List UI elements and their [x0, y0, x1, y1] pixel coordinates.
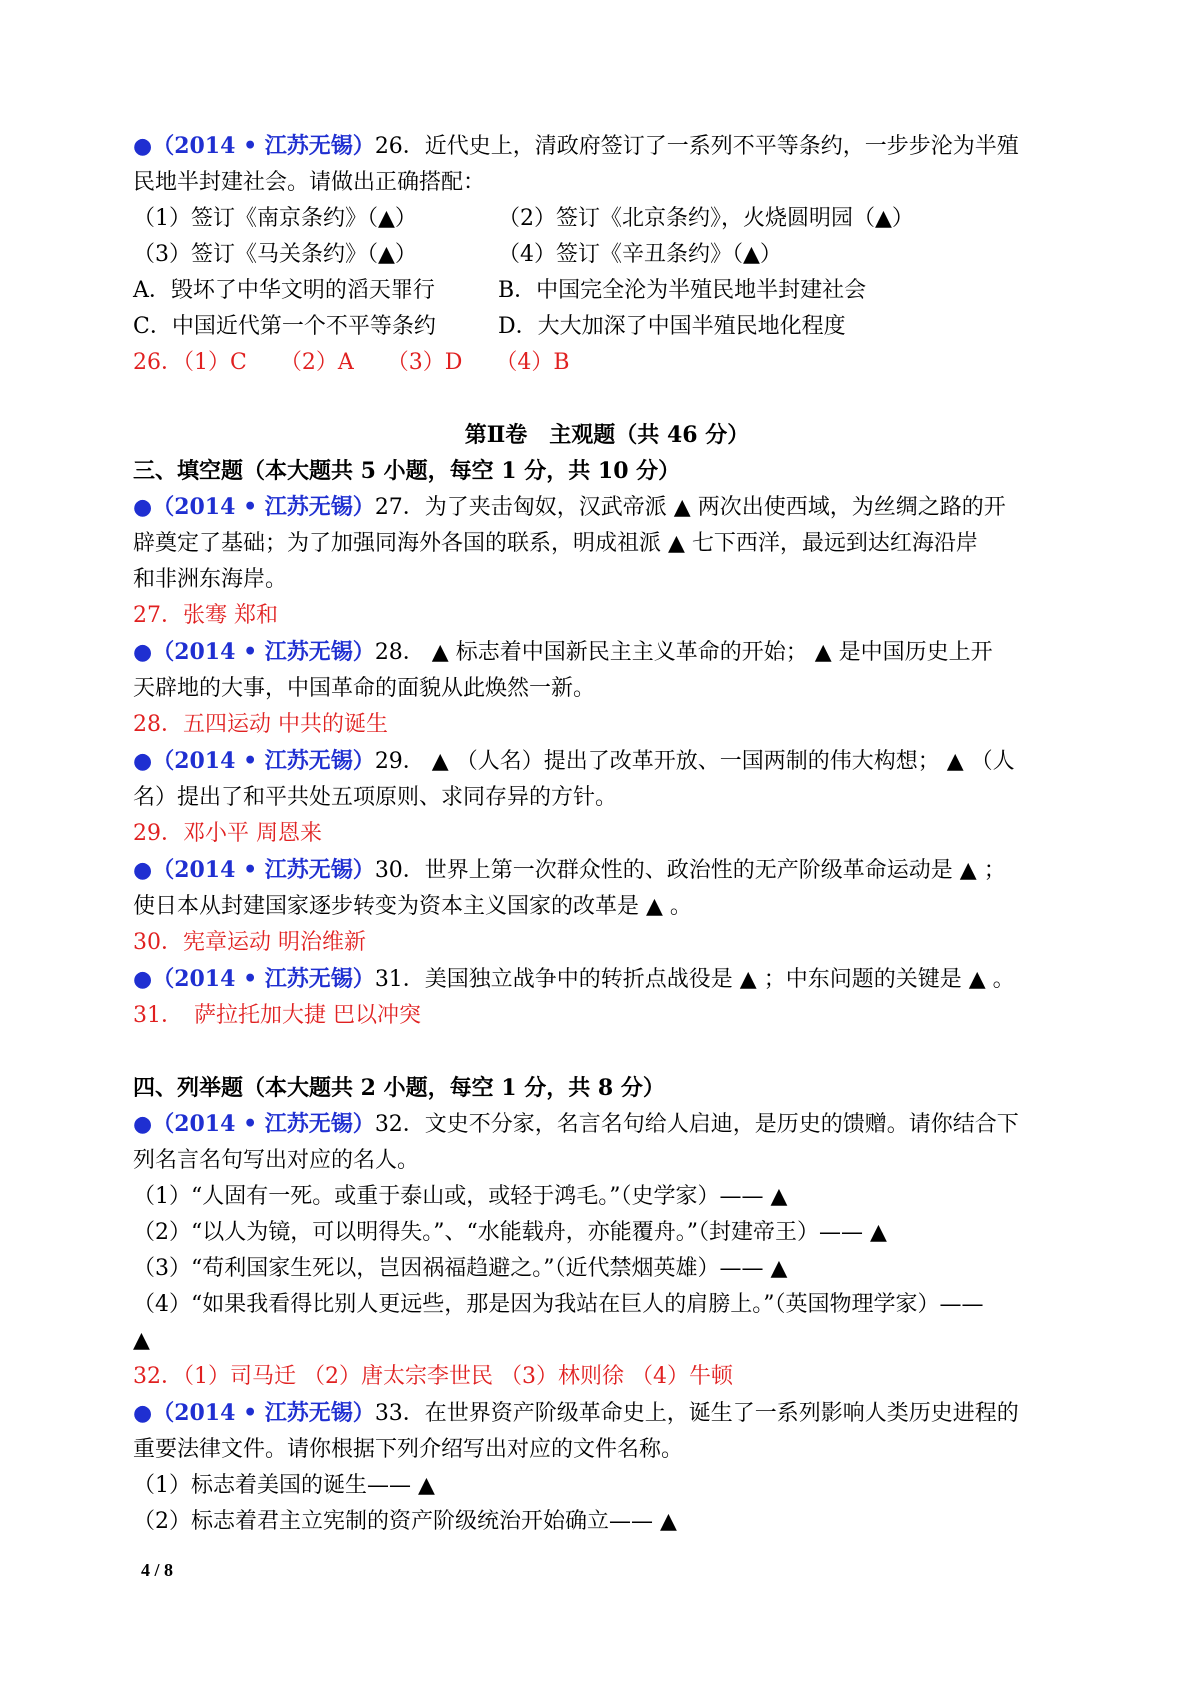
quote-item: （2）“以人为镜，可以明得失。”、“水能载舟，亦能覆舟。”（封建帝王）—— ▲: [133, 1220, 887, 1245]
question-32: [133, 1106, 1081, 1395]
match-items-row: [133, 201, 1081, 237]
question-source: ●（2014 • 江苏无锡）: [133, 494, 375, 520]
match-items-row: [133, 237, 1081, 273]
question-31: [133, 961, 1081, 1034]
spacer: [133, 1034, 1081, 1070]
quote-item: （1）“人固有一死。或重于泰山或，或轻于鸿毛。”（史学家）—— ▲: [133, 1184, 788, 1209]
document-item: （2）标志着君主立宪制的资产阶级统治开始确立—— ▲: [133, 1509, 677, 1534]
question-27: [133, 489, 1081, 634]
question-stem-line: 列名言名句写出对应的名人。: [133, 1148, 420, 1173]
question-stem: 28． ▲ 标志着中国新民主主义革命的开始； ▲ 是中国历史上开: [374, 640, 993, 665]
page-number: 4 / 8: [141, 1560, 174, 1580]
spacer: [133, 381, 1081, 417]
question-stem-line: 和非洲东海岸。: [133, 567, 288, 592]
question-stem: 32．文史不分家，名言名句给人启迪，是历史的馈赠。请你结合下: [374, 1112, 1019, 1137]
question-33: [133, 1395, 1081, 1540]
answer: 31． 萨拉托加大捷 巴以冲突: [133, 1003, 421, 1028]
answer: 26．（1）C （2）A （3）D （4）B: [133, 350, 570, 375]
question-stem-line: 民地半封建社会。请做出正确搭配：: [133, 170, 486, 195]
question-30: [133, 852, 1081, 961]
question-stem: 31．美国独立战争中的转折点战役是 ▲ ；中东问题的关键是 ▲ 。: [374, 967, 1015, 992]
question-stem: 26．近代史上，清政府签订了一系列不平等条约，一步步沦为半殖: [374, 134, 1019, 159]
question-stem-line: 重要法律文件。请你根据下列介绍写出对应的文件名称。: [133, 1437, 684, 1462]
question-stem: 29． ▲ （人名）提出了改革开放、一国两制的伟大构想； ▲ （人: [374, 749, 1015, 774]
quote-item: （4）“如果我看得比别人更远些，那是因为我站在巨人的肩膀上。”（英国物理学家）——: [133, 1292, 984, 1317]
section-title: 四、列举题（本大题共 2 小题，每空 1 分，共 8 分）: [133, 1075, 665, 1101]
question-29: [133, 743, 1081, 852]
question-source: ●（2014 • 江苏无锡）: [133, 639, 375, 665]
question-source: ●（2014 • 江苏无锡）: [133, 966, 375, 992]
answer: 30．宪章运动 明治维新: [133, 930, 366, 955]
question-source: ●（2014 • 江苏无锡）: [133, 1111, 375, 1137]
question-26: [133, 128, 1081, 381]
answer: 32．（1）司马迁 （2）唐太宗李世民 （3）林则徐 （4）牛顿: [133, 1364, 733, 1389]
question-stem-line: 使日本从封建国家逐步转变为资本主义国家的改革是 ▲ 。: [133, 894, 692, 919]
page-content: [133, 128, 1081, 1540]
question-source: ●（2014 • 江苏无锡）: [133, 133, 375, 159]
question-source: ●（2014 • 江苏无锡）: [133, 748, 375, 774]
question-stem: 30．世界上第一次群众性的、政治性的无产阶级革命运动是 ▲ ；: [374, 858, 1006, 883]
answer: 27．张骞 郑和: [133, 603, 278, 628]
question-stem-line: 名）提出了和平共处五项原则、求同存异的方针。: [133, 785, 618, 810]
options-row: [133, 309, 1081, 345]
section-title: 三、填空题（本大题共 5 小题，每空 1 分，共 10 分）: [133, 458, 681, 484]
question-stem: 27．为了夹击匈奴，汉武帝派 ▲ 两次出使西域，为丝绸之路的开: [374, 495, 1006, 520]
match-item: （3）签订《马关条约》（▲）: [133, 242, 417, 267]
match-item: （4）签订《辛丑条约》（▲）: [498, 242, 782, 267]
part-title: 第Ⅱ卷 主观题（共 46 分）: [464, 422, 750, 448]
quote-item-continued: ▲: [133, 1328, 150, 1353]
option: D．大大加深了中国半殖民地化程度: [498, 314, 846, 339]
question-28: [133, 634, 1081, 743]
match-item: （1）签订《南京条约》（▲）: [133, 206, 417, 231]
option: A．毁坏了中华文明的滔天罪行: [133, 278, 435, 303]
option: C．中国近代第一个不平等条约: [133, 314, 436, 339]
answer: 29．邓小平 周恩来: [133, 821, 322, 846]
match-item: （2）签订《北京条约》，火烧圆明园（▲）: [498, 206, 914, 231]
question-stem: 33．在世界资产阶级革命史上，诞生了一系列影响人类历史进程的: [374, 1401, 1019, 1426]
quote-item: （3）“苟利国家生死以，岂因祸福趋避之。”（近代禁烟英雄）—— ▲: [133, 1256, 788, 1281]
question-source: ●（2014 • 江苏无锡）: [133, 857, 375, 883]
options-row: [133, 273, 1081, 309]
question-stem-line: 辟奠定了基础；为了加强同海外各国的联系，明成祖派 ▲ 七下西洋，最远到达红海沿岸: [133, 531, 978, 556]
option: B．中国完全沦为半殖民地半封建社会: [498, 278, 867, 303]
document-item: （1）标志着美国的诞生—— ▲: [133, 1473, 435, 1498]
question-source: ●（2014 • 江苏无锡）: [133, 1400, 375, 1426]
answer: 28．五四运动 中共的诞生: [133, 712, 388, 737]
question-26-line-1: [133, 128, 1081, 165]
question-stem-line: 天辟地的大事，中国革命的面貌从此焕然一新。: [133, 676, 596, 701]
